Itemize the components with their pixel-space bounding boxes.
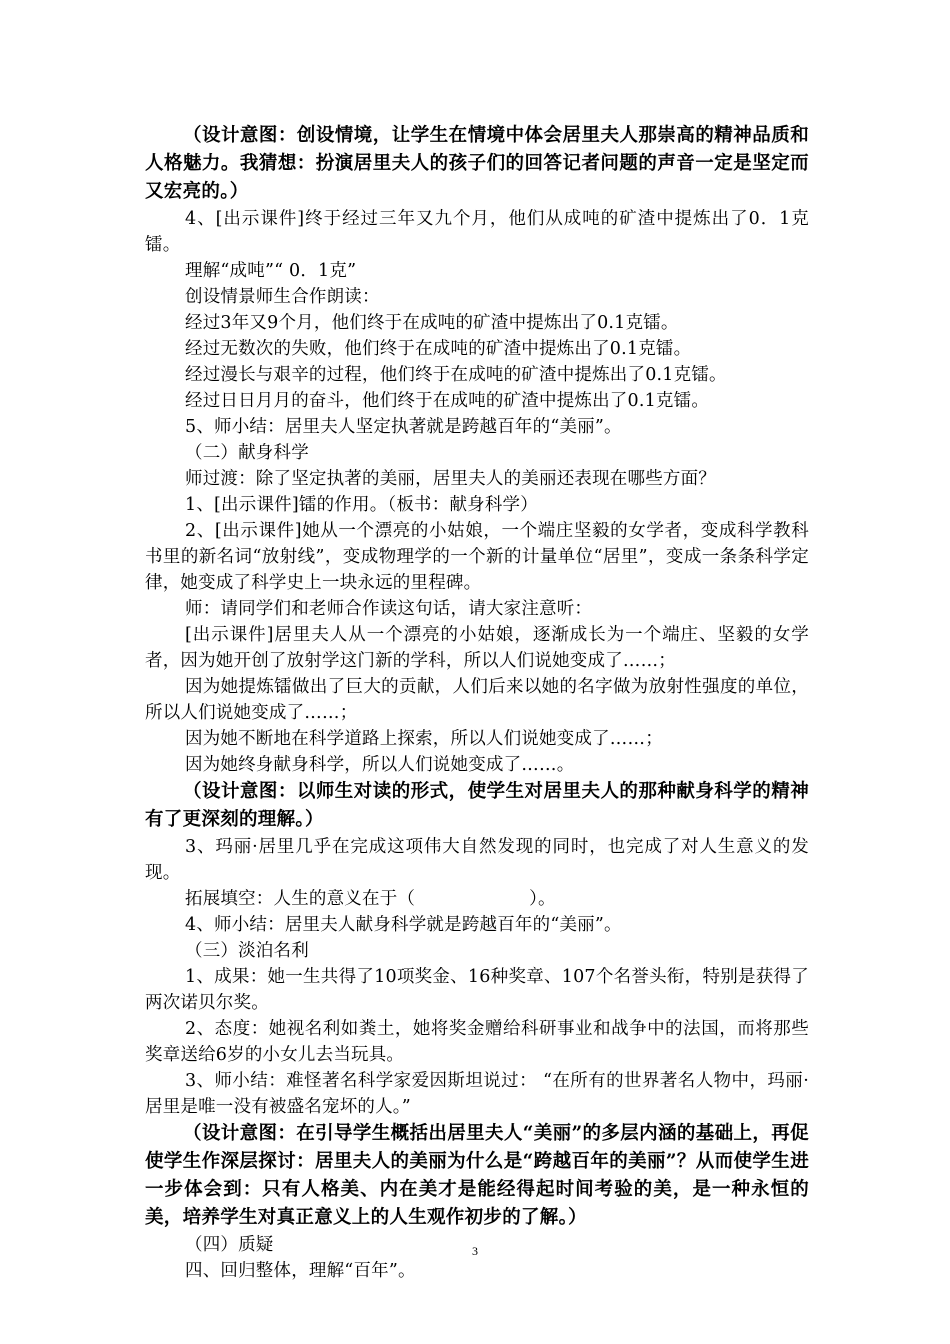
section-heading: （三）淡泊名利 <box>185 941 309 961</box>
paragraph: [出示课件]居里夫人从一个漂亮的小姑娘，逐渐成长为一个端庄、坚毅的女学者，因为她开创了放射学这门新的学科，所以人们说她变成了……； <box>145 625 809 671</box>
paragraph: 1、成果：她一生共得了10项奖金、16种奖章、107个名誉头衔，特别是获得了两次诺贝尔奖。 <box>145 967 809 1013</box>
section-heading: 四、回归整体，理解“百年”。 <box>185 1261 416 1281</box>
paragraph: 3、师小结：难怪著名科学家爱因斯坦说过： “在所有的世界著名人物中，玛丽·居里是唯一没有被盛名宠坏的人。” <box>145 1071 809 1117</box>
reading-line: 经过无数次的失败，他们终于在成吨的矿渣中提炼出了0.1克镭。 <box>185 339 692 359</box>
paragraph: 3、玛丽·居里几乎在完成这项伟大自然发现的同时，也完成了对人生意义的发现。 <box>145 837 809 883</box>
paragraph: 理解“成吨”“ 0．1克” <box>185 261 357 281</box>
paragraph: 1、[出示课件]镭的作用。（板书：献身科学） <box>185 495 538 515</box>
paragraph: 2、态度：她视名利如粪土，她将奖金赠给科研事业和战争中的法国，而将那些奖章送给6岁的小女儿去当玩具。 <box>145 1019 809 1065</box>
paragraph: 创设情景师生合作朗读： <box>185 287 380 307</box>
summary-line: 5、师小结：居里夫人坚定执著就是跨越百年的“美丽”。 <box>185 417 622 437</box>
paragraph: 4、[出示课件]终于经过三年又九个月，他们从成吨的矿渣中提炼出了0．1克镭。 <box>145 209 809 255</box>
fill-in-suffix: ）。 <box>529 889 556 909</box>
reading-line: 经过3年又9个月，他们终于在成吨的矿渣中提炼出了0.1克镭。 <box>185 313 679 333</box>
paragraph: 因为她提炼镭做出了巨大的贡献，人们后来以她的名字做为放射性强度的单位，所以人们说她变成了……； <box>145 677 809 723</box>
fill-in-blank-line <box>145 886 809 912</box>
paragraph: 师过渡：除了坚定执著的美丽，居里夫人的美丽还表现在哪些方面？ <box>185 469 716 489</box>
page-body <box>145 122 809 1284</box>
paragraph: 2、[出示课件]她从一个漂亮的小姑娘，一个端庄坚毅的女学者，变成科学教科书里的新名词“放射线”，变成物理学的一个新的计量单位“居里”，变成一条条科学定律，她变成了科学史上一块永远的里程碑。 <box>145 521 809 593</box>
design-intent-note: （设计意图：在引导学生概括出居里夫人“美丽”的多层内涵的基础上，再促使学生作深层探讨：居里夫人的美丽为什么是“跨越百年的美丽”？从而使学生进一步体会到：只有人格美、内在美才是能经得起时间考验的美，是一种永恒的美，培养学生对真正意义上的人生观作初步的了解。） <box>145 1123 809 1228</box>
fill-in-prefix: 拓展填空：人生的意义在于（ <box>185 889 416 909</box>
summary-line: 4、师小结：居里夫人献身科学就是跨越百年的“美丽”。 <box>185 915 622 935</box>
section-heading: （二）献身科学 <box>185 443 309 463</box>
reading-line: 经过日日月月的奋斗，他们终于在成吨的矿渣中提炼出了0.1克镭。 <box>185 391 710 411</box>
paragraph: 师：请同学们和老师合作读这句话，请大家注意听： <box>185 599 593 619</box>
design-intent-note: （设计意图：创设情境，让学生在情境中体会居里夫人那崇高的精神品质和人格魅力。我猜想：扮演居里夫人的孩子们的回答记者问题的声音一定是坚定而又宏亮的。） <box>145 125 809 202</box>
paragraph: 因为她不断地在科学道路上探索，所以人们说她变成了……； <box>185 729 663 749</box>
design-intent-note: （设计意图：以师生对读的形式，使学生对居里夫人的那种献身科学的精神有了更深刻的理解。） <box>145 781 809 830</box>
reading-line: 经过漫长与艰辛的过程，他们终于在成吨的矿渣中提炼出了0.1克镭。 <box>185 365 727 385</box>
paragraph: 因为她终身献身科学，所以人们说她变成了……。 <box>185 755 575 775</box>
page-number: 3 <box>472 1244 478 1258</box>
section-heading: （四）质疑 <box>185 1235 274 1255</box>
